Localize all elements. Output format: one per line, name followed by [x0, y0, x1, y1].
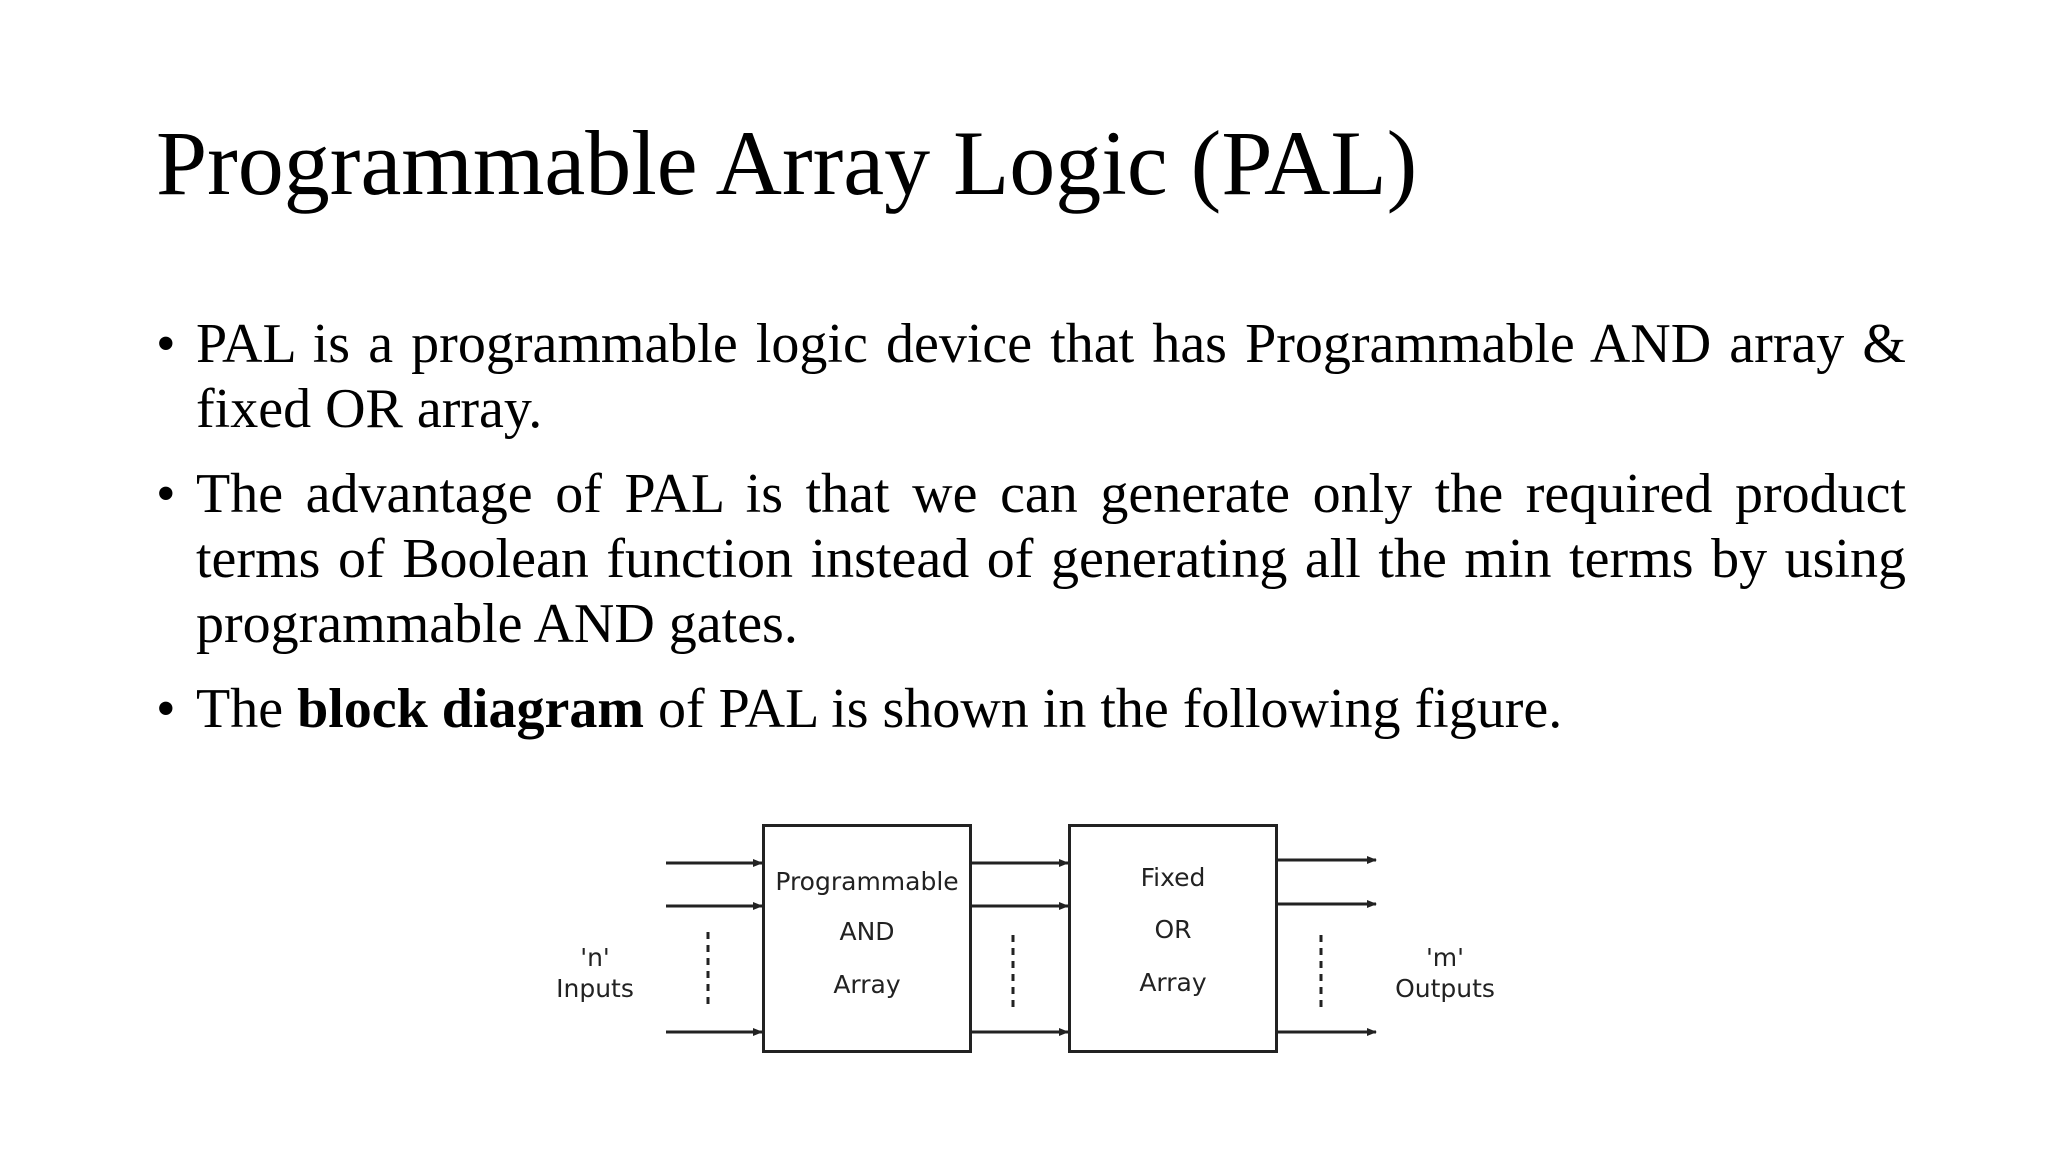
and-array-line-3: Array [833, 970, 901, 999]
bullet-item-block-diagram [156, 677, 1906, 742]
diagram-connectors [540, 810, 1520, 1070]
or-array-line-2: OR [1154, 915, 1192, 944]
and-array-box [762, 824, 972, 1053]
and-array-line-2: AND [839, 917, 895, 946]
bullet-text [196, 678, 1562, 740]
bullet-text-prefix: The [196, 678, 298, 740]
inputs-label [540, 942, 650, 1004]
bullet-item-pal-definition [156, 312, 1906, 442]
bullet-text: The advantage of PAL is that we can generate only the required product terms of Boolean function instead of generating all the min terms by using programmable AND gates. [196, 463, 1906, 655]
or-array-box [1068, 824, 1278, 1053]
slide-title: Programmable Array Logic (PAL) [156, 112, 1418, 214]
outputs-text-label: Outputs [1395, 974, 1495, 1003]
and-array-line-1: Programmable [775, 867, 959, 896]
bullet-list [156, 312, 1906, 762]
bullet-text-suffix: of PAL is shown in the following figure. [643, 678, 1563, 740]
or-array-line-3: Array [1139, 968, 1207, 997]
inputs-text-label: Inputs [556, 974, 634, 1003]
or-array-line-1: Fixed [1140, 863, 1206, 892]
inputs-count-label: 'n' [580, 943, 610, 972]
pal-block-diagram [540, 810, 1520, 1070]
outputs-count-label: 'm' [1425, 943, 1465, 972]
bullet-dot: • [156, 313, 176, 375]
bullet-dot: • [156, 678, 176, 740]
bullet-text: PAL is a programmable logic device that has Programmable AND array & fixed OR array. [196, 313, 1906, 440]
bullet-dot: • [156, 463, 176, 525]
bullet-text-bold: block diagram [297, 678, 644, 740]
outputs-label [1385, 942, 1505, 1004]
bullet-item-pal-advantage [156, 462, 1906, 657]
